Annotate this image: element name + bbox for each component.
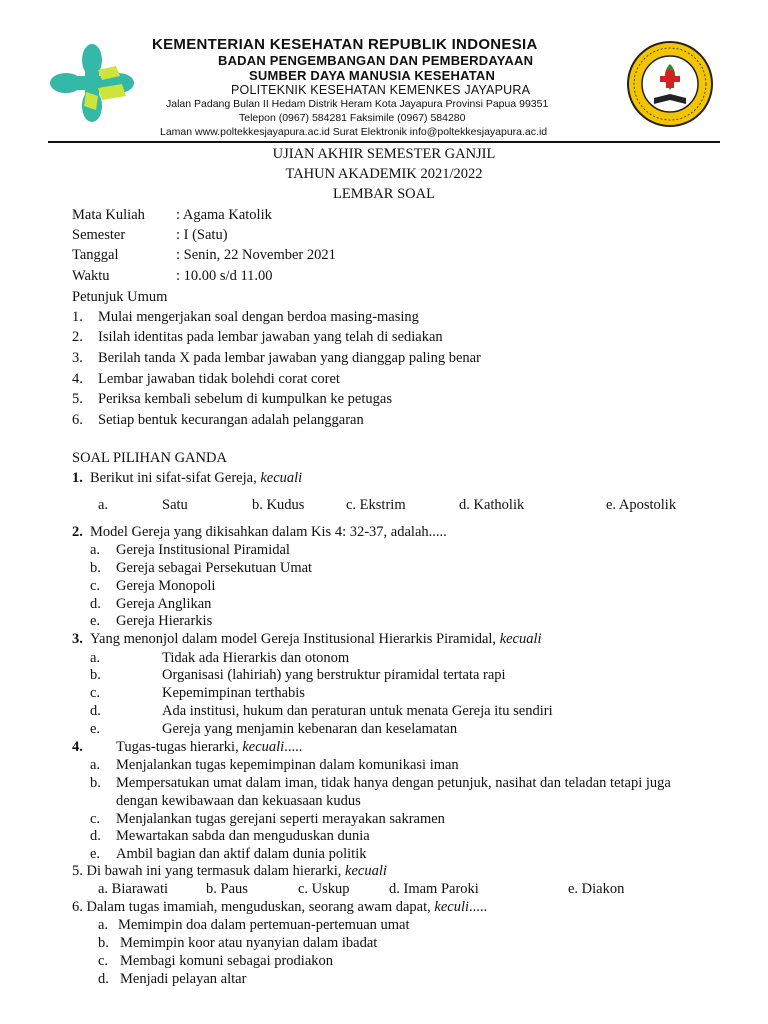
option-key[interactable]: c.: [90, 578, 101, 594]
option-text[interactable]: Gereja Anglikan: [116, 596, 212, 612]
question-text: Yang menonjol dalam model Gereja Institusional Hierarkis Piramidal, kecuali: [90, 631, 542, 647]
option-key[interactable]: b.: [98, 935, 109, 951]
ministry-logo-icon: [46, 40, 138, 126]
option-d[interactable]: d. Imam Paroki: [389, 881, 479, 897]
phone-line: Telepon (0967) 584281 Faksimile (0967) 584280: [239, 112, 466, 124]
instruction-number: 1.: [72, 309, 83, 325]
option-text[interactable]: Gereja yang menjamin kebenaran dan keselamatan: [162, 721, 458, 737]
question-number: 3.: [72, 631, 83, 647]
option-key[interactable]: b.: [90, 560, 101, 576]
option-a[interactable]: a. Biarawati: [98, 881, 169, 897]
option-text[interactable]: Menjalankan tugas gerejani seperti merayakan sakramen: [116, 811, 445, 827]
academic-year: TAHUN AKADEMIK 2021/2022: [285, 166, 483, 182]
instruction-number: 6.: [72, 412, 83, 428]
option-text[interactable]: Menjalankan tugas kepemimpinan dalam komunikasi iman: [116, 757, 459, 773]
option-text-continued: dengan kewibawaan dan kekuasaan kudus: [116, 793, 361, 809]
option-e[interactable]: e. Diakon: [568, 881, 625, 897]
option-text[interactable]: Mewartakan sabda dan menguduskan dunia: [116, 828, 370, 844]
poltekkes-seal-icon: [626, 40, 714, 128]
option-key[interactable]: a.: [90, 542, 101, 558]
option-key[interactable]: d.: [98, 971, 109, 987]
instruction-text: Berilah tanda X pada lembar jawaban yang dianggap paling benar: [98, 350, 481, 366]
question-number: 4.: [72, 739, 83, 755]
question-number: 2.: [72, 524, 83, 540]
option-key[interactable]: c.: [98, 953, 109, 969]
school-name: POLITEKNIK KESEHATAN KEMENKES JAYAPURA: [231, 83, 531, 97]
option-key[interactable]: a.: [90, 757, 101, 773]
option-key[interactable]: b.: [90, 775, 101, 791]
question-line: 6. Dalam tugas imamiah, menguduskan, seorang awam dapat, keculi.....: [72, 899, 488, 915]
exam-title: UJIAN AKHIR SEMESTER GANJIL: [272, 146, 496, 162]
option-text[interactable]: Kepemimpinan terthabis: [162, 685, 305, 701]
option-key[interactable]: e.: [90, 613, 101, 629]
info-label: Tanggal: [72, 247, 119, 263]
info-label: Semester: [72, 227, 126, 243]
option-b[interactable]: b. Paus: [206, 881, 248, 897]
option-key[interactable]: d.: [90, 703, 101, 719]
agency-line-2: SUMBER DAYA MANUSIA KESEHATAN: [249, 68, 496, 83]
option-key[interactable]: b.: [90, 667, 101, 683]
ministry-name: KEMENTERIAN KESEHATAN REPUBLIK INDONESIA: [152, 36, 538, 53]
option-text[interactable]: Gereja Hierarkis: [116, 613, 213, 629]
option-text[interactable]: Membagi komuni sebagai prodiakon: [120, 953, 334, 969]
info-label: Waktu: [72, 268, 110, 284]
option-c[interactable]: c. Ekstrim: [346, 497, 406, 513]
option-key[interactable]: d.: [90, 828, 101, 844]
option-text[interactable]: Gereja sebagai Persekutuan Umat: [116, 560, 313, 576]
option-key[interactable]: d.: [90, 596, 101, 612]
info-value: : I (Satu): [176, 227, 228, 243]
option-b[interactable]: b. Kudus: [252, 497, 305, 513]
option-e[interactable]: e. Apostolik: [606, 497, 677, 513]
sheet-title: LEMBAR SOAL: [333, 186, 435, 202]
option-text[interactable]: Gereja Monopoli: [116, 578, 216, 594]
instruction-text: Setiap bentuk kecurangan adalah pelanggaran: [98, 412, 364, 428]
option-key[interactable]: a.: [98, 917, 109, 933]
option-text[interactable]: Organisasi (lahiriah) yang berstruktur piramidal tertata rapi: [162, 667, 506, 683]
instruction-text: Lembar jawaban tidak bolehdi corat coret: [98, 371, 340, 387]
option-key[interactable]: a.: [90, 650, 101, 666]
web-line: Laman www.poltekkesjayapura.ac.id Surat Elektronik info@poltekkesjayapura.ac.id: [160, 126, 548, 138]
instruction-number: 4.: [72, 371, 83, 387]
option-key[interactable]: e.: [90, 721, 101, 737]
option-text[interactable]: Mempersatukan umat dalam iman, tidak hanya dengan petunjuk, nasihat dan teladan tetapi juga: [116, 775, 671, 791]
info-value: : 10.00 s/d 11.00: [176, 268, 273, 284]
option-text[interactable]: Ada institusi, hukum dan peraturan untuk menata Gereja itu sendiri: [162, 703, 553, 719]
instruction-text: Periksa kembali sebelum di kumpulkan ke petugas: [98, 391, 392, 407]
option-key[interactable]: c.: [90, 685, 101, 701]
agency-line-1: BADAN PENGEMBANGAN DAN PEMBERDAYAAN: [218, 53, 534, 68]
section-heading: SOAL PILIHAN GANDA: [72, 450, 227, 466]
option-d[interactable]: d. Katholik: [459, 497, 525, 513]
instruction-number: 3.: [72, 350, 83, 366]
instruction-number: 2.: [72, 329, 83, 345]
option-c[interactable]: c. Uskup: [298, 881, 350, 897]
option-text[interactable]: Ambil bagian dan aktif dalam dunia politik: [116, 846, 367, 862]
option-text[interactable]: Tidak ada Hierarkis dan otonom: [162, 650, 350, 666]
question-line: 5. Di bawah ini yang termasuk dalam hierarki, kecuali: [72, 863, 387, 879]
question-number: 1.: [72, 470, 83, 486]
info-value: : Senin, 22 November 2021: [176, 247, 336, 263]
instruction-text: Isilah identitas pada lembar jawaban yang telah di sediakan: [98, 329, 443, 345]
option-text[interactable]: Memimpin doa dalam pertemuan-pertemuan umat: [118, 917, 410, 933]
option-text[interactable]: Gereja Institusional Piramidal: [116, 542, 290, 558]
option-key[interactable]: c.: [90, 811, 101, 827]
info-value: : Agama Katolik: [176, 207, 272, 223]
option-text[interactable]: Menjadi pelayan altar: [120, 971, 247, 987]
option-text[interactable]: Memimpin koor atau nyanyian dalam ibadat: [120, 935, 378, 951]
instruction-number: 5.: [72, 391, 83, 407]
info-label: Mata Kuliah: [72, 207, 145, 223]
question-text: Tugas-tugas hierarki, kecuali.....: [116, 739, 303, 755]
question-text: Berikut ini sifat-sifat Gereja, kecuali: [90, 470, 303, 486]
address-line: Jalan Padang Bulan II Hedam Distrik Heram Kota Jayapura Provinsi Papua 99351: [166, 98, 549, 110]
option-a[interactable]: Satu: [162, 497, 188, 513]
question-text: Model Gereja yang dikisahkan dalam Kis 4: 32-37, adalah.....: [90, 524, 447, 540]
option-key[interactable]: e.: [90, 846, 101, 862]
header-divider: [48, 141, 720, 143]
instruction-text: Mulai mengerjakan soal dengan berdoa masing-masing: [98, 309, 419, 325]
option-a-key[interactable]: a.: [98, 497, 109, 513]
instructions-heading: Petunjuk Umum: [72, 289, 168, 305]
